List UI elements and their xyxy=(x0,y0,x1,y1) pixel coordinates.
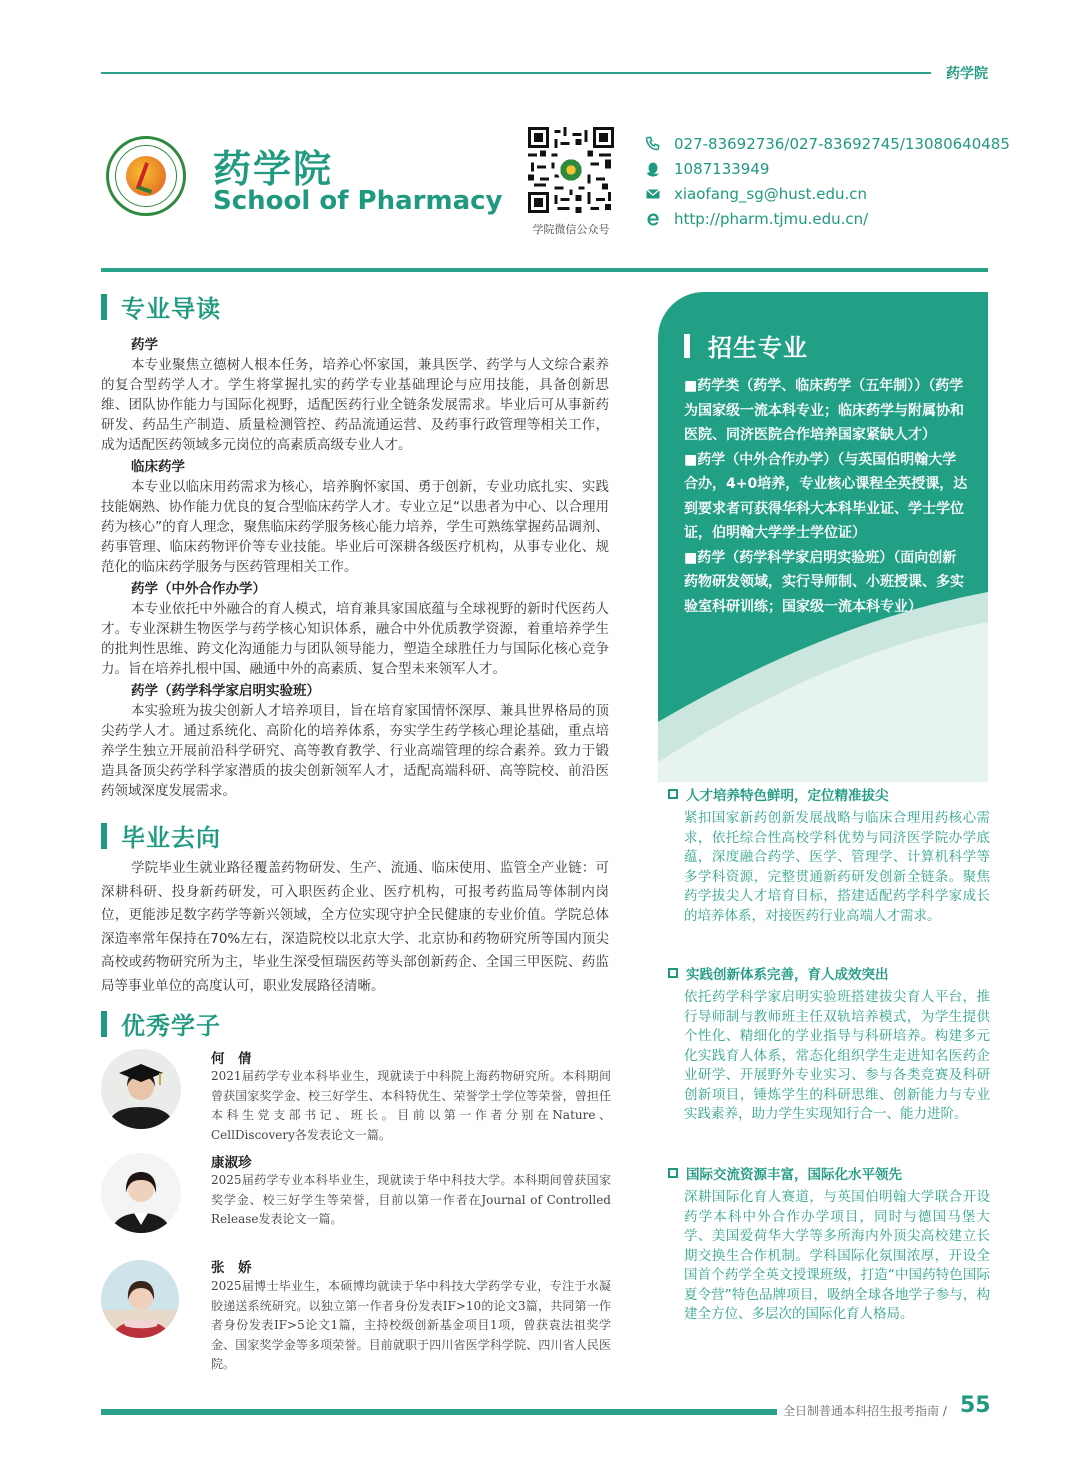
top-divider xyxy=(101,72,931,74)
major-text: 本专业依托中外融合的育人模式，培育兼具家国底蕴与全球视野的新时代医药人才。专业深耕生物医学与药学核心知识体系，融合中外优质教学资源，着重培养学生的批判性思维、跨文化沟通能力与团队领导能力，塑造全球胜任力与国际化核心竞争力。旨在培养扎根中国、融通中外的高素质、复合型未来领军人才。 xyxy=(101,601,609,677)
admission-item: ■药学（药学科学家启明实验班）（面向创新药物研发领域，实行导师制、小班授课、多实验室科研训练；国家级一流本科专业） xyxy=(684,549,964,615)
major-title: 药学 xyxy=(131,337,158,353)
contact-email-text: xiaofang_sg@hust.edu.cn xyxy=(674,184,868,203)
admission-panel xyxy=(658,292,988,782)
square-bullet-icon xyxy=(668,789,678,799)
heading-bar xyxy=(101,1011,107,1037)
school-logo xyxy=(106,136,186,216)
phone-icon xyxy=(645,136,661,152)
running-header: 药学院 xyxy=(946,66,988,82)
qr-code-icon[interactable] xyxy=(528,127,614,213)
feature-title-text: 人才培养特色鲜明，定位精准拔尖 xyxy=(686,788,889,804)
students-heading xyxy=(101,1006,221,1041)
major-text: 本实验班为拔尖创新人才培养项目，旨在培育家国情怀深厚、兼具世界格局的顶尖药学人才。通过系统化、高阶化的培养体系，夯实学生药学核心理论基础，重点培养学生独立开展前沿科学研究、高等教育教学、行业高端管理的综合素养。致力于锻造具备顶尖药学科学家潜质的拔尖创新领军人才，适配高端科研、高等院校、前沿医药领域深度发展需求。 xyxy=(101,703,609,799)
feature-text: 深耕国际化育人赛道，与英国伯明翰大学联合开设药学本科中外合作办学项目，同时与德国马堡大学、美国爱荷华大学等多所海内外顶尖高校建立长期交换生合作机制。学科国际化氛围浓厚，开设全国首个药学全英文授课班级，打造“中国药特色国际夏令营”特色品牌项目，吸纳全球各地学子参与，构建全方位、多层次的国际化育人格局。 xyxy=(684,1189,990,1322)
contact-qq[interactable] xyxy=(645,156,1010,181)
logo-emblem-icon xyxy=(126,156,166,196)
contact-web-text: http://pharm.tjmu.edu.cn/ xyxy=(674,209,869,228)
feature-title xyxy=(668,963,990,983)
contact-list xyxy=(645,131,1010,231)
contact-phone[interactable] xyxy=(645,131,1010,156)
student-bio: 2021届药学专业本科毕业生，现就读于中科院上海药物研究所。本科期间曾获国家奖学金、校三好学生、本科特优生、荣誉学士学位等荣誉，曾担任本科生党支部书记、班长。目前以第一作者分别在Nature、CellDiscovery各发表论文一篇。 xyxy=(211,1069,611,1142)
web-icon xyxy=(645,211,661,227)
major-text: 本专业聚焦立德树人根本任务，培养心怀家国，兼具医学、药学与人文综合素养的复合型药学人才。学生将掌握扎实的药学专业基础理论与应用技能，具备创新思维、团队协作能力与国际化视野，适配医药行业全链条发展需求。毕业后可从事新药研发、药品生产制造、质量检测管控、药品流通运营、及药事行政管理等相关工作，成为适配医药领域多元岗位的高素质高级专业人才。 xyxy=(101,357,609,453)
career-heading xyxy=(101,818,221,853)
avatar xyxy=(101,1153,181,1233)
feature-title-text: 国际交流资源丰富，国际化水平领先 xyxy=(686,1167,902,1183)
feature-text: 紧扣国家新药创新发展战略与临床合理用药核心需求，依托综合性高校学科优势与同济医学院办学底蕴，深度融合药学、医学、管理学、计算机科学等多学科资源，完整贯通新药研发创新全链条。聚焦药学拔尖人才培育目标，搭建适配药学科学家成长的培养体系，对接医药行业高端人才需求。 xyxy=(684,810,990,924)
page-number: 55 xyxy=(960,1393,991,1418)
student-bio: 2025届药学专业本科毕业生，现就读于华中科技大学。本科期间曾获国家奖学金、校三好学生等荣誉，目前以第一作者在Journal of Controlled Release发表论文一篇。 xyxy=(211,1173,611,1226)
footer-bar xyxy=(101,1409,777,1415)
major-title: 临床药学 xyxy=(131,459,185,475)
admission-heading-text: 招生专业 xyxy=(708,334,808,362)
footer-text: 全日制普通本科招生报考指南 / xyxy=(783,1404,947,1418)
email-icon xyxy=(645,186,661,202)
student-name: 康淑珍 xyxy=(211,1155,252,1171)
contact-email[interactable] xyxy=(645,181,1010,206)
feature-block xyxy=(668,784,990,926)
square-bullet-icon xyxy=(668,968,678,978)
page-title: 药学院 xyxy=(213,147,334,191)
heading-bar xyxy=(101,823,107,849)
students-heading-text: 优秀学子 xyxy=(121,1006,221,1041)
feature-title xyxy=(668,784,990,804)
avatar xyxy=(101,1049,181,1129)
major-title: 药学（药学科学家启明实验班） xyxy=(131,683,320,699)
contact-phone-text: 027-83692736/027-83692745/13080640485 xyxy=(674,134,1010,153)
major-title: 药学（中外合作办学） xyxy=(131,581,266,597)
avatar xyxy=(101,1260,179,1338)
contact-web[interactable] xyxy=(645,206,1010,231)
feature-title xyxy=(668,1163,990,1183)
feature-block xyxy=(668,963,990,1125)
career-body xyxy=(101,857,609,998)
intro-body xyxy=(101,335,609,801)
qr-caption: 学院微信公众号 xyxy=(532,223,610,236)
intro-heading-text: 专业导读 xyxy=(121,289,221,324)
feature-text: 依托药学科学家启明实验班搭建拔尖育人平台，推行导师制与教师班主任双轨培养模式，为学生提供个性化、精细化的学业指导与科研培养。构建多元化实践育人体系，常态化组织学生走进知名医药企业研学、开展野外专业实习、参与各类竞赛及科研创新项目，锤炼学生的科研思维、创新能力与专业实践素养，助力学生实现知行合一、能力进阶。 xyxy=(684,989,990,1122)
header-rule xyxy=(101,268,988,272)
feature-block xyxy=(668,1163,990,1325)
square-bullet-icon xyxy=(668,1168,678,1178)
feature-title-text: 实践创新体系完善，育人成效突出 xyxy=(686,967,889,983)
student-name: 张 娇 xyxy=(211,1260,252,1276)
heading-bar xyxy=(101,294,107,320)
student-name: 何 倩 xyxy=(211,1051,252,1067)
page-subtitle: School of Pharmacy xyxy=(213,186,503,216)
admission-item: ■药学（中外合作办学）（与英国伯明翰大学合办，4+0培养，专业核心课程全英授课，达到要求者可获得华科大本科毕业证、学士学位证，伯明翰大学学士学位证） xyxy=(684,451,968,541)
admission-heading xyxy=(684,328,808,363)
contact-qq-text: 1087133949 xyxy=(674,159,770,178)
career-text: 学院毕业生就业路径覆盖药物研发、生产、流通、临床使用、监管全产业链：可深耕科研、投身新药研发，可入职医药企业、医疗机构，可报考药监局等体制内岗位，更能涉足数字药学等新兴领域，全方位实现守护全民健康的专业价值。学院总体深造率常年保持在70%左右，深造院校以北京大学、北京协和药物研究所等国内顶尖高校或药物研究所为主，毕业生深受恒瑞医药等头部创新药企、全国三甲医院、药监局等事业单位的高度认可，职业发展路径清晰。 xyxy=(101,860,609,994)
admission-list xyxy=(684,374,970,619)
student-bio: 2025届博士毕业生，本硕博均就读于华中科技大学药学专业，专注于水凝胶递送系统研究。以独立第一作者身份发表IF>10的论文3篇，共同第一作者身份发表IF>5论文1篇，主持校级创新基金项目1项，曾获袁法祖奖学金、国家奖学金等多项荣誉。目前就职于四川省医学科学院、四川省人民医院。 xyxy=(211,1279,611,1371)
career-heading-text: 毕业去向 xyxy=(121,818,221,853)
heading-bar xyxy=(684,334,690,358)
admission-item: ■药学类（药学、临床药学（五年制））（药学为国家级一流本科专业；临床药学与附属协和医院、同济医院合作培养国家紧缺人才） xyxy=(684,378,964,443)
major-text: 本专业以临床用药需求为核心，培养胸怀家国、勇于创新，专业功底扎实、实践技能娴熟、协作能力优良的复合型临床药学人才。专业立足“以患者为中心、以合理用药为核心”的育人理念，聚焦临床药学服务核心能力培养，学生可熟练掌握药品调剂、药事管理、临床药物评价等专业技能。毕业后可深耕各级医疗机构，从事专业化、规范化的临床药学服务与医药管理相关工作。 xyxy=(101,479,609,575)
intro-heading xyxy=(101,289,221,324)
qq-icon xyxy=(645,161,661,177)
